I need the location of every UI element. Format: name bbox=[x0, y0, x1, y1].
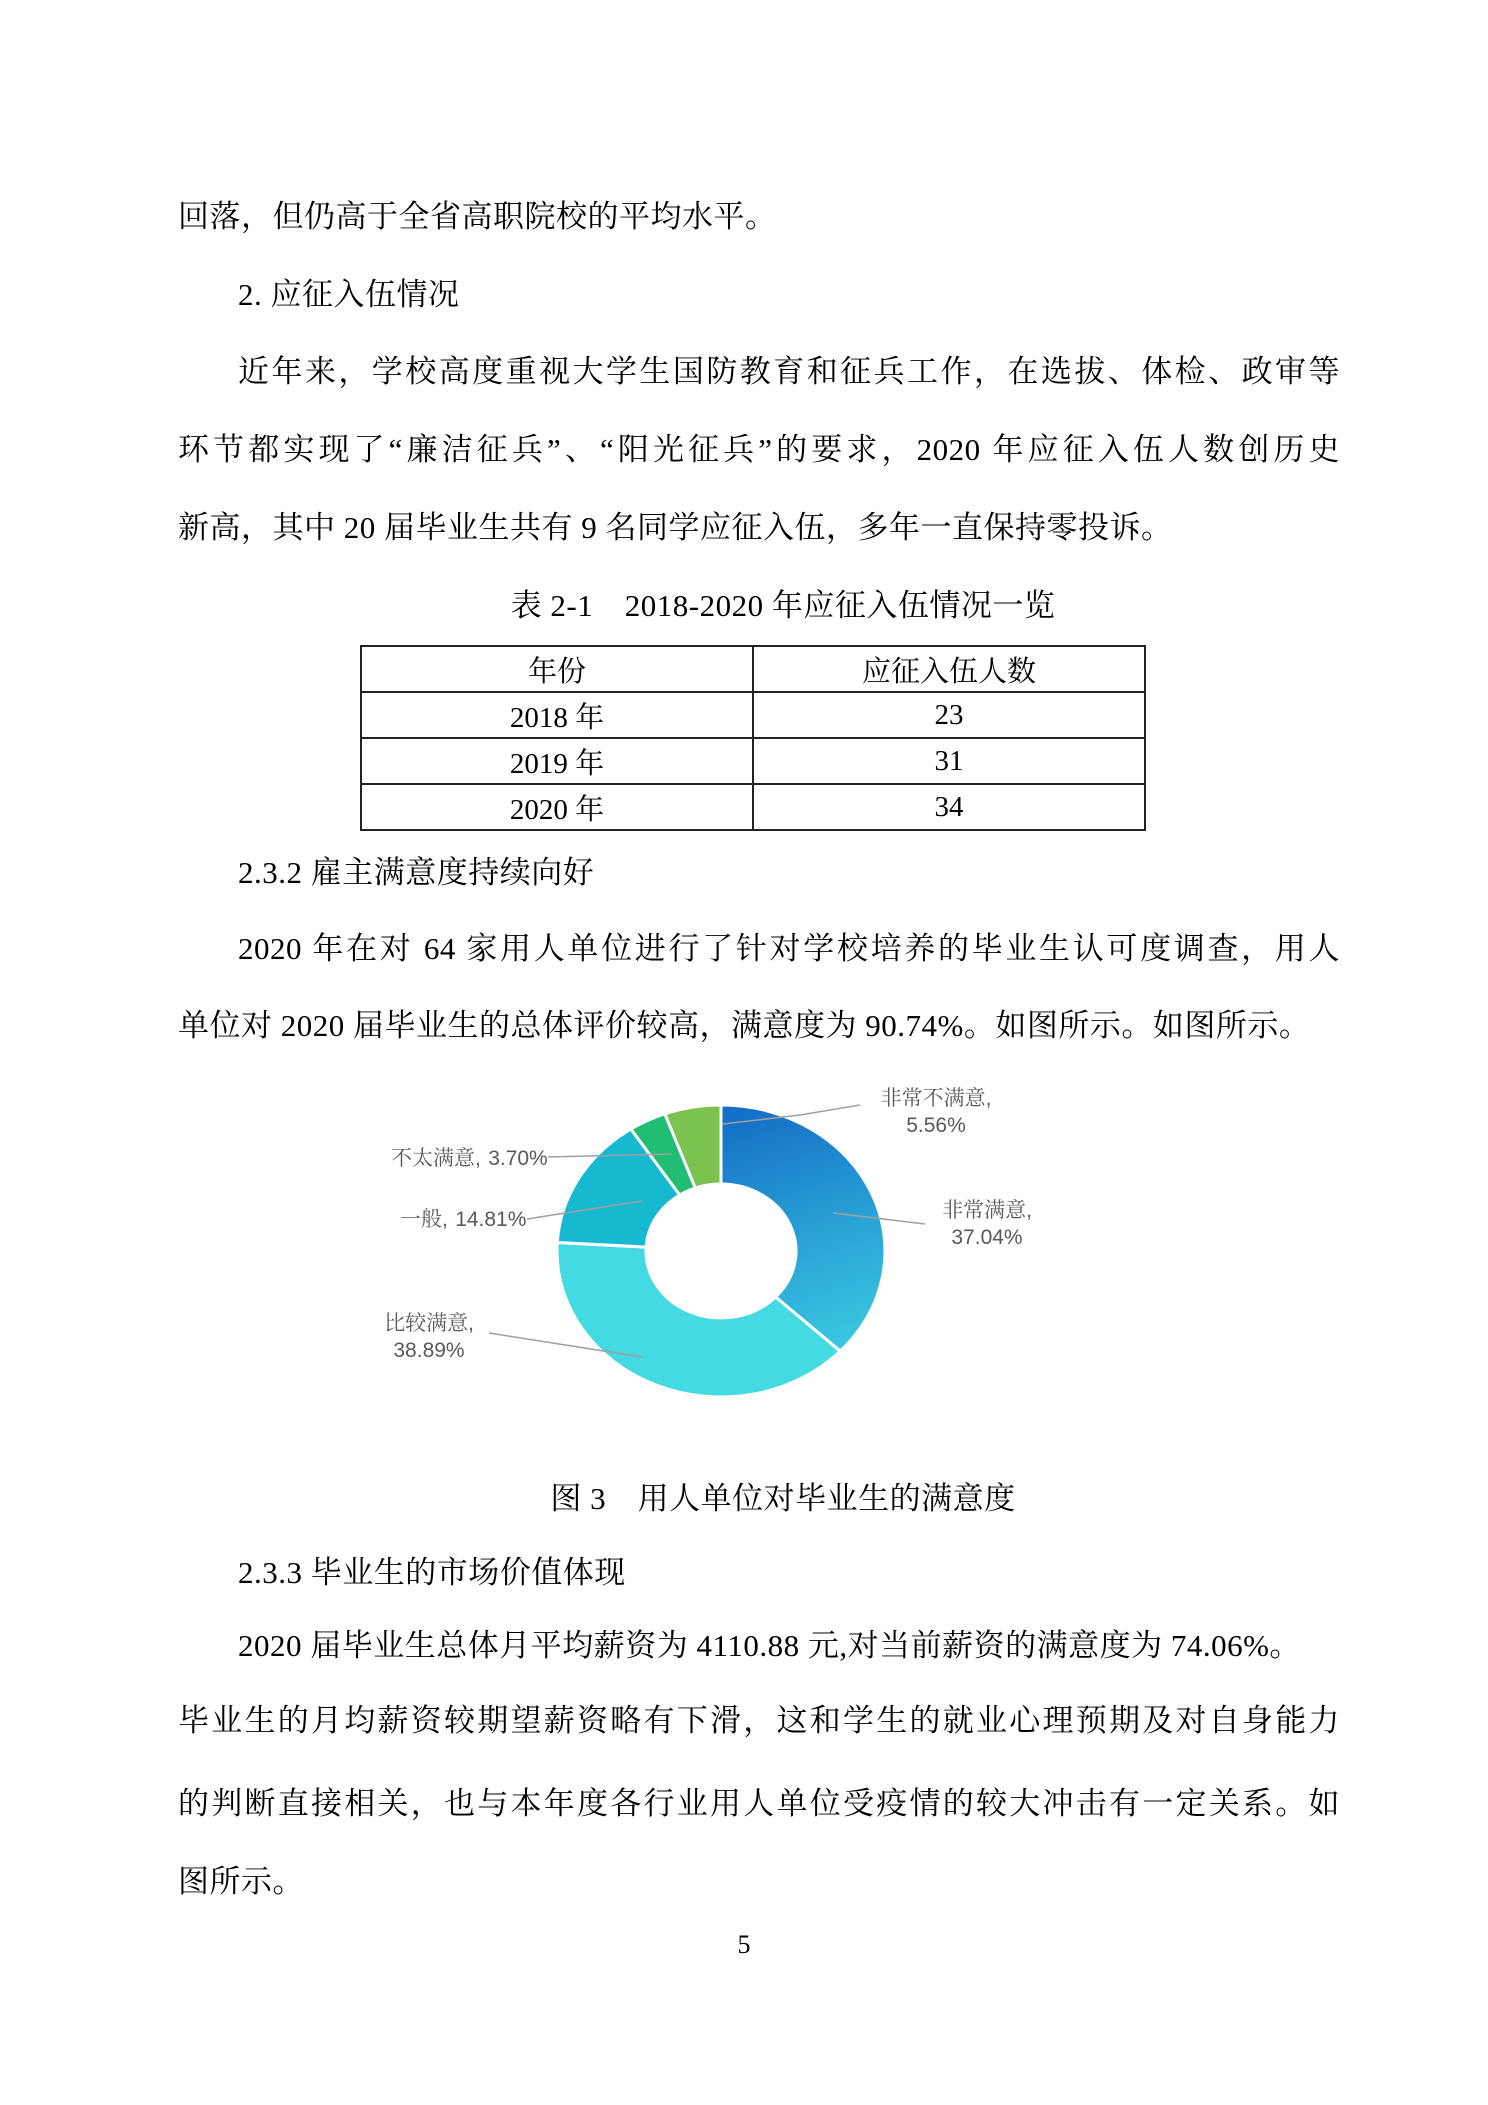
chart-label-pct: 37.04% bbox=[951, 1226, 1023, 1249]
table-cell-count: 23 bbox=[753, 692, 1145, 738]
body-line: 环节都实现了“廉洁征兵”、“阳光征兵”的要求，2020 年应征入伍人数创历史 bbox=[178, 432, 1340, 467]
chart-label-pct: 38.89% bbox=[393, 1339, 465, 1362]
table-cell-year: 2020 年 bbox=[361, 784, 753, 830]
body-line: 新高，其中 20 届毕业生共有 9 名同学应征入伍，多年一直保持零投诉。 bbox=[178, 510, 1173, 545]
chart-label-text: 不太满意, bbox=[391, 1147, 481, 1170]
chart-label-fairly-satisfied bbox=[370, 1310, 488, 1364]
chart-label-text: 一般, bbox=[400, 1208, 448, 1231]
section-heading-232: 2.3.2 雇主满意度持续向好 bbox=[238, 855, 595, 890]
table-cell-year: 2018 年 bbox=[361, 692, 753, 738]
chart-label-slightly-dissatisfied bbox=[391, 1145, 548, 1172]
body-line: 毕业生的月均薪资较期望薪资略有下滑，这和学生的就业心理预期及对自身能力 bbox=[178, 1703, 1340, 1738]
page-number: 5 bbox=[737, 1930, 751, 1959]
body-line: 回落，但仍高于全省高职院校的平均水平。 bbox=[178, 199, 777, 234]
table-row bbox=[361, 692, 1145, 738]
body-line: 近年来，学校高度重视大学生国防教育和征兵工作，在选拔、体检、政审等 bbox=[238, 354, 1340, 389]
chart-label-text: 比较满意, bbox=[384, 1312, 474, 1335]
table-cell-count: 34 bbox=[753, 784, 1145, 830]
table-header-row bbox=[361, 646, 1145, 692]
table-header-year: 年份 bbox=[361, 646, 753, 692]
chart-label-very-dissatisfied bbox=[861, 1085, 1011, 1139]
chart-label-neutral bbox=[400, 1206, 526, 1233]
chart-label-pct: 5.56% bbox=[906, 1114, 966, 1137]
body-line: 2020 年在对 64 家用人单位进行了针对学校培养的毕业生认可度调查，用人 bbox=[238, 931, 1340, 966]
chart-label-text: 非常满意, bbox=[942, 1199, 1032, 1222]
donut-chart-canvas bbox=[0, 1060, 1488, 1490]
table-row bbox=[361, 784, 1145, 830]
table-header-count: 应征入伍人数 bbox=[753, 646, 1145, 692]
satisfaction-donut-chart bbox=[0, 1060, 1488, 1490]
chart-label-very-satisfied bbox=[912, 1197, 1062, 1251]
body-line: 的判断直接相关，也与本年度各行业用人单位受疫情的较大冲击有一定关系。如 bbox=[178, 1786, 1340, 1821]
table-row bbox=[361, 738, 1145, 784]
donut-slices bbox=[557, 1105, 885, 1397]
body-line: 单位对 2020 届毕业生的总体评价较高，满意度为 90.74%。如图所示。如图所示。 bbox=[178, 1008, 1311, 1043]
body-line: 图所示。 bbox=[178, 1864, 304, 1899]
chart-label-text: 非常不满意, bbox=[880, 1087, 992, 1110]
chart-label-pct: 3.70% bbox=[488, 1147, 548, 1170]
chart-label-pct: 14.81% bbox=[455, 1208, 527, 1231]
section-heading-233: 2.3.3 毕业生的市场价值体现 bbox=[238, 1555, 626, 1590]
table-cell-count: 31 bbox=[753, 738, 1145, 784]
figure-caption: 图 3 用人单位对毕业生的满意度 bbox=[550, 1481, 1016, 1516]
section-heading-2: 2. 应征入伍情况 bbox=[238, 277, 460, 312]
body-line: 2020 届毕业生总体月平均薪资为 4110.88 元,对当前薪资的满意度为 74.06%。 bbox=[238, 1628, 1301, 1663]
table-cell-year: 2019 年 bbox=[361, 738, 753, 784]
table-caption: 表 2-1 2018-2020 年应征入伍情况一览 bbox=[510, 588, 1056, 623]
conscription-table bbox=[360, 645, 1146, 831]
